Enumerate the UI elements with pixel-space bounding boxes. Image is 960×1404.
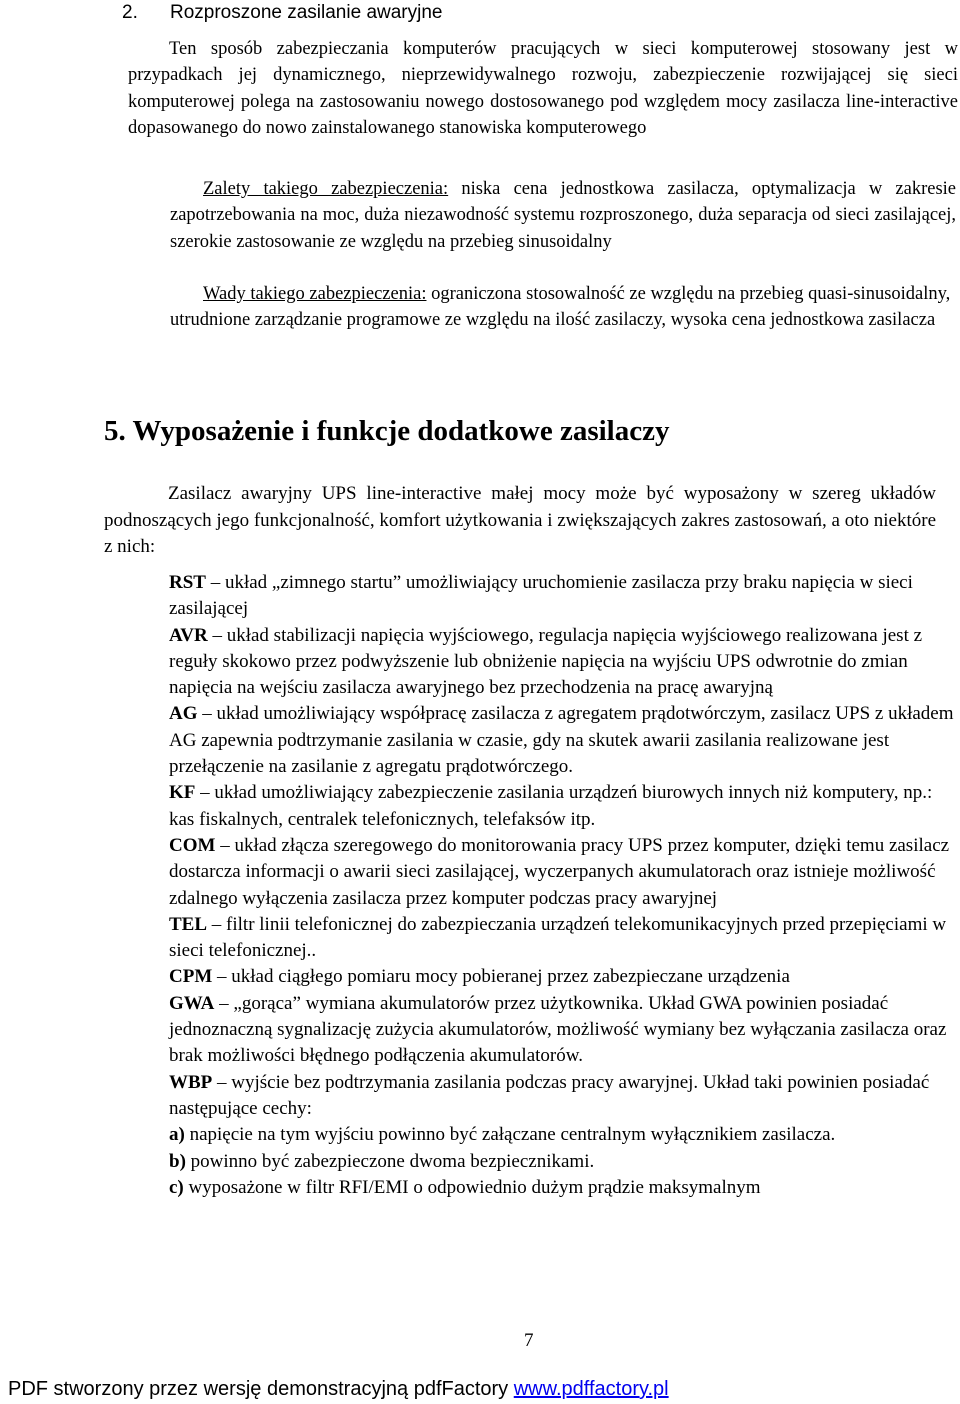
list-item-cpm	[169, 964, 957, 990]
section-title: Rozproszone zasilanie awaryjne	[170, 2, 443, 23]
list-item-gwa	[169, 991, 957, 1070]
footer-text: PDF stworzony przez wersję demonstracyjną pdfFactory	[8, 1378, 514, 1400]
advantages-paragraph	[170, 176, 956, 255]
section-5-heading: 5. Wyposażenie i funkcje dodatkowe zasilaczy	[104, 415, 670, 447]
list-item-wbp	[169, 1070, 957, 1123]
item-term: KF	[169, 782, 196, 804]
item-term: b)	[169, 1150, 186, 1172]
feature-list	[169, 570, 957, 1201]
list-item-com	[169, 833, 957, 912]
item-text: – układ „zimnego startu” umożliwiający uruchomienie zasilacza przy braku napięcia w sieci zasilającej	[169, 572, 913, 620]
item-term: GWA	[169, 992, 215, 1014]
section-5-intro: Zasilacz awaryjny UPS line-interactive małej mocy może być wyposażony w szereg układów podnoszących jego funkcjonalność, komfort użytkowania i zwiększających zakres zastosowań, a oto niektóre z nich:	[104, 483, 937, 557]
item-term: a)	[169, 1124, 185, 1146]
item-text: – układ ciągłego pomiaru mocy pobieranej przez zabezpieczane urządzenia	[212, 966, 790, 988]
item-term: AG	[169, 703, 198, 725]
item-text: napięcie na tym wyjściu powinno być załączane centralnym wyłącznikiem zasilacza.	[184, 1124, 836, 1146]
disadvantages-label: Wady takiego zabezpieczenia:	[203, 284, 427, 304]
item-text: – filtr linii telefonicznej do zabezpieczania urządzeń telekomunikacyjnych przed przepięciami w sieci telefonicznej..	[169, 913, 947, 962]
list-item-rst	[169, 570, 957, 623]
item-text: powinno być zabezpieczone dwoma bezpiecznikami.	[185, 1150, 595, 1172]
item-term: RST	[169, 572, 206, 593]
list-item-c	[169, 1175, 957, 1201]
list-item-ag	[169, 701, 957, 780]
item-text: wyposażone w filtr RFI/EMI o odpowiednio dużym prądzie maksymalnym	[183, 1176, 761, 1198]
item-text: – układ stabilizacji napięcia wyjściowego, regulacja napięcia wyjściowego realizowana jest z reguły skokowo przez podwyższenie lub obniżenie napięcia na wyjściu UPS odwrotnie do zmian napięcia na wejściu zasilacza awaryjnego bez przechodzenia na pracę awaryjną	[169, 624, 923, 699]
disadvantages-text: ograniczona stosowalność ze względu na przebieg quasi-sinusoidalny, utrudnione zarządzanie programowe ze względu na ilość zasilaczy, wysoka cena jednostkowa zasilacza	[170, 284, 951, 331]
advantages-label: Zalety takiego zabezpieczenia:	[203, 179, 449, 199]
section-2-heading	[122, 0, 442, 26]
item-term: WBP	[169, 1071, 213, 1093]
item-term: c)	[169, 1176, 184, 1198]
page-number: 7	[524, 1330, 534, 1351]
list-item-a	[169, 1122, 957, 1148]
item-text: – wyjście bez podtrzymania zasilania podczas pracy awaryjnej. Układ taki powinien posiadać następujące cechy:	[169, 1071, 930, 1119]
section-2-intro: Ten sposób zabezpieczania komputerów pracujących w sieci komputerowej stosowany jest w przypadkach jej dynamicznego, nieprzewidywalnego rozwoju, zabezpieczenie rozwijającej się sieci komputerowej polega na zastosowaniu nowego dostosowanego pod względem mocy zasilacza line-interactive dopasowanego do nowo zainstalowanego stanowiska komputerowego	[128, 39, 958, 138]
item-term: TEL	[169, 913, 208, 935]
footer-link[interactable]: www.pdffactory.pl	[513, 1378, 669, 1400]
list-item-b	[169, 1149, 957, 1175]
item-text: – układ złącza szeregowego do monitorowania pracy UPS przez komputer, dzięki temu zasilacz dostarcza informacji o awarii sieci zasilającej, wyczerpanych akumulatorach oraz istnieje możliwość zdalnego wyłączenia zasilacza przez komputer podczas pracy awaryjnej	[169, 834, 950, 909]
item-term: AVR	[169, 624, 208, 646]
item-text: – „gorąca” wymiana akumulatorów przez użytkownika. Układ GWA powinien posiadać jednoznaczną sygnalizację zużycia akumulatorów, możliwość wymiany bez wyłączania zasilacza oraz brak możliwości błędnego podłączenia akumulatorów.	[169, 992, 947, 1067]
pdf-footer	[8, 1375, 669, 1403]
section-number: 2.	[122, 2, 138, 23]
list-item-avr	[169, 623, 957, 702]
item-text: – układ umożliwiający zabezpieczenie zasilania urządzeń biurowych innych niż komputery, np.: kas fiskalnych, centralek telefonicznych, telefaksów itp.	[169, 782, 933, 830]
list-item-tel	[169, 912, 957, 965]
item-text: – układ umożliwiający współpracę zasilacza z agregatem prądotwórczym, zasilacz UPS z układem AG zapewnia podtrzymanie zasilania w czasie, gdy na skutek awarii zasilania realizowane jest przełączenie na zasilanie z agregatu prądotwórczego.	[169, 703, 954, 778]
item-term: COM	[169, 834, 216, 856]
list-item-kf	[169, 780, 957, 833]
disadvantages-paragraph	[170, 281, 956, 334]
advantages-text: niska cena jednostkowa zasilacza, optymalizacja w zakresie zapotrzebowania na moc, duża niezawodność systemu rozproszonego, duża separacja od sieci zasilającej, szerokie zastosowanie ze względu na przebieg sinusoidalny	[170, 179, 956, 252]
item-term: CPM	[169, 966, 213, 988]
